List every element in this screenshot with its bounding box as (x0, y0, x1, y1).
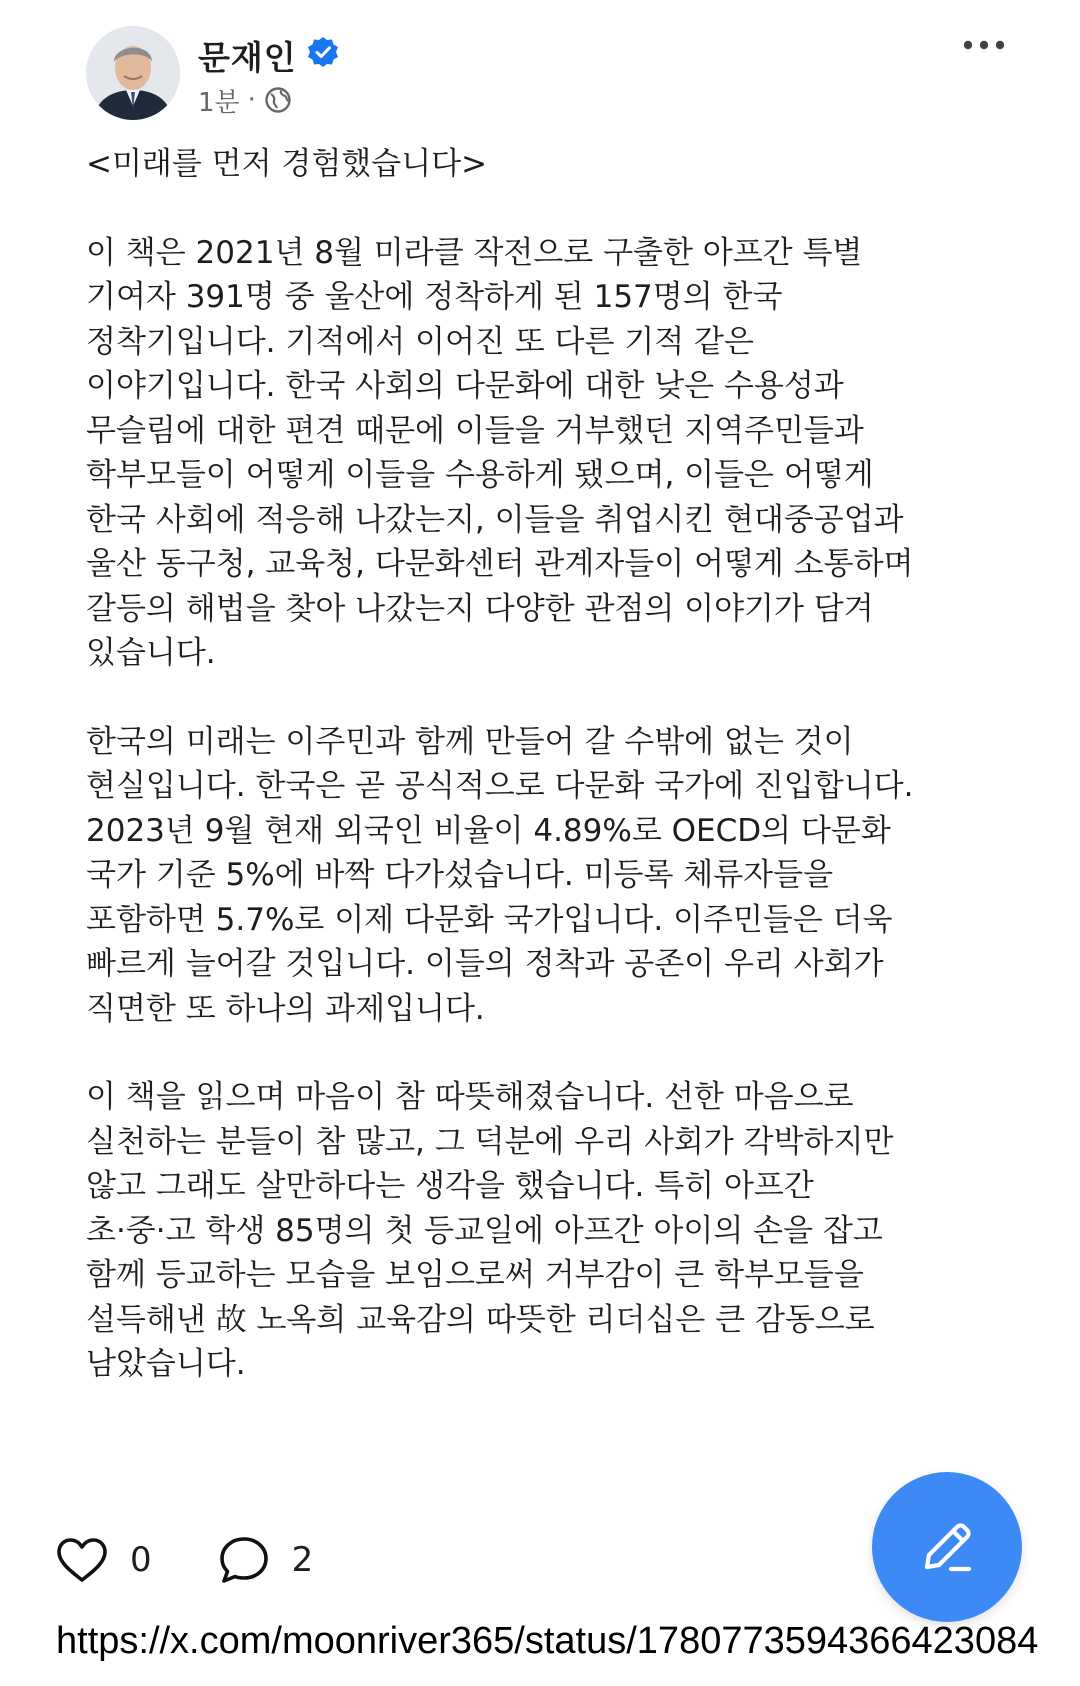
text-line: 한국의 미래는 이주민과 함께 만들어 갈 수밖에 없는 것이 (86, 723, 854, 760)
paragraph-gap (86, 187, 1006, 231)
text-line: 국가 기준 5%에 바짝 다가섰습니다. 미등록 체류자들을 (86, 857, 834, 893)
text-line: 현실입니다. 한국은 곧 공식적으로 다문화 국가에 진입합니다. (86, 768, 914, 804)
source-url[interactable]: https://x.com/moonriver365/status/1780773594366423084 (56, 1620, 1039, 1662)
text-line: 남았습니다. (86, 1346, 246, 1382)
comment-button[interactable] (218, 1535, 314, 1585)
author-name[interactable]: 문재인 (198, 38, 297, 77)
text-line: 한국 사회에 적응해 나갔는지, 이들을 취업시킨 현대중공업과 (86, 501, 904, 538)
globe-icon (264, 86, 292, 114)
profile-photo (86, 26, 180, 120)
paragraph-gap (86, 1031, 1006, 1075)
more-horizontal-icon (956, 38, 1012, 52)
compose-button[interactable] (872, 1472, 1022, 1622)
text-line: 이야기입니다. 한국 사회의 다문화에 대한 낮은 수용성과 (86, 368, 844, 404)
post-paragraph-1 (86, 231, 1006, 676)
text-line: 있습니다. (86, 635, 216, 671)
post-paragraph-3 (86, 1075, 1006, 1387)
text-line: 않고 그래도 살만하다는 생각을 했습니다. 특히 아프간 (86, 1168, 814, 1204)
avatar[interactable] (86, 26, 180, 120)
text-line: 학부모들이 어떻게 이들을 수용하게 됐으며, 이들은 어떻게 (86, 457, 874, 493)
pencil-icon (915, 1515, 979, 1579)
text-line: 포함하면 5.7%로 이제 다문화 국가입니다. 이주민들은 더욱 (86, 901, 893, 938)
verified-badge-icon (307, 36, 339, 68)
text-line: 함께 등교하는 모습을 보임으로써 거부감이 큰 학부모들을 (86, 1257, 864, 1293)
text-line: 이 책은 2021년 8월 미라클 작전으로 구출한 아프간 특별 (86, 234, 863, 271)
post-body (86, 142, 1006, 1387)
text-line: 울산 동구청, 교육청, 다문화센터 관계자들이 어떻게 소통하며 (86, 546, 914, 582)
text-line: 실천하는 분들이 참 많고, 그 덕분에 우리 사회가 각박하지만 (86, 1123, 894, 1160)
meta-separator: · (247, 85, 256, 115)
comment-icon (218, 1535, 270, 1585)
heart-icon (56, 1537, 108, 1583)
more-options-button[interactable] (956, 28, 1012, 62)
text-line: 정착기입니다. 기적에서 이어진 또 다른 기적 같은 (86, 323, 754, 360)
like-button[interactable] (56, 1537, 152, 1583)
text-line: 설득해낸 故 노옥희 교육감의 따뜻한 리더십은 큰 감동으로 (86, 1301, 875, 1338)
post-title: <미래를 먼저 경험했습니다> (86, 146, 488, 182)
text-line: 갈등의 해법을 찾아 나갔는지 다양한 관점의 이야기가 담겨 (86, 590, 874, 627)
text-line: 직면한 또 하나의 과제입니다. (86, 990, 485, 1027)
paragraph-gap (86, 676, 1006, 720)
text-line: 기여자 391명 중 울산에 정착하게 된 157명의 한국 (86, 279, 783, 315)
post-actions (56, 1530, 313, 1590)
comment-count: 2 (291, 1540, 314, 1580)
text-line: 빠르게 늘어갈 것입니다. 이들의 정착과 공존이 우리 사회가 (86, 946, 884, 982)
text-line: 2023년 9월 현재 외국인 비율이 4.89%로 OECD의 다문화 (86, 812, 891, 849)
post-card (56, 0, 1024, 1492)
post-meta (198, 82, 292, 118)
text-line: 무슬림에 대한 편견 때문에 이들을 거부했던 지역주민들과 (86, 412, 864, 449)
like-count: 0 (130, 1540, 152, 1580)
post-time[interactable]: 1분 (198, 87, 240, 118)
text-line: 이 책을 읽으며 마음이 참 따뜻해졌습니다. 선한 마음으로 (86, 1079, 854, 1115)
post-paragraph-2 (86, 720, 1006, 1032)
text-line: 초·중·고 학생 85명의 첫 등교일에 아프간 아이의 손을 잡고 (86, 1212, 883, 1249)
